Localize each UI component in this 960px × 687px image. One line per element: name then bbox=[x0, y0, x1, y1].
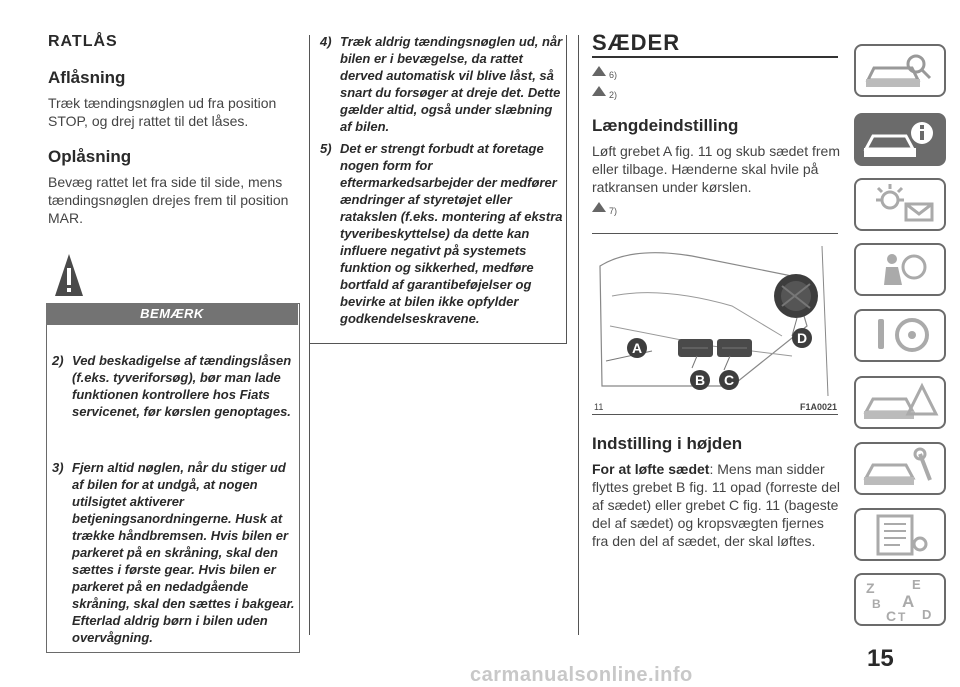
label-c-marker bbox=[719, 370, 739, 390]
subheading-laengdeindstilling: Længdeindstilling bbox=[592, 116, 739, 135]
label-d-marker bbox=[792, 328, 812, 348]
data-list-icon bbox=[856, 510, 944, 559]
svg-text:Z: Z bbox=[866, 580, 875, 596]
car-search-icon bbox=[856, 46, 944, 95]
watermark-text: carmanualsonline.info bbox=[470, 664, 693, 686]
car-info-icon bbox=[856, 115, 944, 164]
svg-text:A: A bbox=[631, 340, 643, 356]
oplasning-text: Bevæg rattet let fra side til side, mens tændingsnøglen drejes frem til position MAR. bbox=[48, 174, 289, 226]
tab-airbag-person[interactable] bbox=[854, 243, 946, 296]
svg-text:C: C bbox=[723, 372, 735, 388]
tab-car-info[interactable] bbox=[854, 113, 946, 166]
hojde-text bbox=[592, 460, 842, 550]
tab-alphabet-index[interactable] bbox=[854, 573, 946, 626]
svg-text:E: E bbox=[912, 577, 921, 592]
heading-underline bbox=[592, 56, 838, 58]
warning-box-right-border bbox=[566, 35, 567, 343]
hojde-bold-lead: For at løfte sædet bbox=[592, 461, 710, 477]
car-warning-icon bbox=[856, 378, 944, 427]
figure-number: 11 bbox=[594, 402, 604, 412]
svg-text:D: D bbox=[922, 607, 932, 622]
warning-box-bottom-border bbox=[309, 343, 567, 344]
warning-small-icon bbox=[592, 66, 606, 76]
note-number: 2) bbox=[52, 353, 64, 368]
warning-small-icon bbox=[592, 202, 606, 212]
tab-car-service[interactable] bbox=[854, 442, 946, 495]
airbag-person-icon bbox=[856, 245, 944, 294]
column-divider bbox=[309, 35, 310, 635]
label-a-marker bbox=[627, 338, 647, 358]
note-number: 3) bbox=[52, 460, 64, 475]
tab-data-list[interactable] bbox=[854, 508, 946, 561]
page-number: 15 bbox=[867, 645, 894, 672]
note-number: 5) bbox=[320, 141, 332, 156]
note-4 bbox=[320, 33, 564, 135]
note-number: 4) bbox=[320, 34, 332, 49]
warning-header: BEMÆRK bbox=[46, 303, 298, 325]
ref-number: 6) bbox=[609, 70, 618, 80]
note-5 bbox=[320, 140, 564, 327]
note-text: Ved beskadigelse af tændingslåsen (f.eks. tyveriforsøg), bør man lade funktionen kontrollere hos Fiats servicenet, før kørslen genoptages. bbox=[72, 353, 292, 419]
subheading-hojde: Indstilling i højden bbox=[592, 434, 743, 453]
tab-warning-light[interactable] bbox=[854, 178, 946, 231]
ref-number: 7) bbox=[609, 206, 618, 216]
subheading-aflasning: Aflåsning bbox=[48, 68, 126, 87]
note-text: Træk aldrig tændingsnøglen ud, når bilen er i bevægelse, da rattet derved automatisk vil blive låst, så snart du forsøger at dreje det. Dette gælder altid, også under slæbning af bilen. bbox=[340, 34, 563, 134]
ref-number: 2) bbox=[609, 90, 618, 100]
figure-bottom-rule bbox=[592, 414, 838, 415]
tab-car-search[interactable] bbox=[854, 44, 946, 97]
note-2 bbox=[52, 352, 296, 420]
svg-text:B: B bbox=[872, 597, 881, 611]
warning-triangle-icon bbox=[54, 252, 84, 298]
note-text: Det er strengt forbudt at foretage nogen form for eftermarkedsarbejder der medfører ændringer af styretøjet eller ratakslen (f.eks. montering af ekstra tyveribeskyttelse) da dette kan influere negativt på systemets funktion og sikkerhed, medføre bortfald af garantibeføjelser og bevirke at bilen ikke opfylder godkendelseskravene. bbox=[340, 141, 563, 326]
key-wheel-icon bbox=[856, 311, 944, 360]
warning-light-icon bbox=[856, 180, 944, 229]
laengde-text: Løft grebet A fig. 11 og skub sædet frem eller tilbage. Hænderne skal hvile på ratkransen under kørslen. bbox=[592, 143, 840, 195]
figure-top-rule bbox=[592, 233, 838, 234]
svg-text:A: A bbox=[902, 592, 915, 611]
alphabet-index-icon bbox=[856, 575, 944, 624]
section-heading-saeder: SÆDER bbox=[592, 30, 681, 55]
note-3 bbox=[52, 459, 296, 646]
subheading-oplasning: Oplåsning bbox=[48, 147, 132, 166]
tab-key-wheel[interactable] bbox=[854, 309, 946, 362]
label-b-marker bbox=[690, 370, 710, 390]
hojde-body: : Mens man sidder flyttes grebet B fig. 11 opad (forreste del af sædet) eller grebet C fig. 11 (bageste del af sædet) og kropsvægten fjernes fra den del af sædet, der skal løftes. bbox=[592, 461, 840, 549]
column-divider bbox=[578, 35, 579, 635]
aflasning-text: Træk tændingsnøglen ud fra position STOP, og drej rattet til det låses. bbox=[48, 95, 277, 129]
car-service-icon bbox=[856, 444, 944, 493]
tab-car-warning[interactable] bbox=[854, 376, 946, 429]
svg-text:C: C bbox=[886, 608, 897, 624]
svg-text:B: B bbox=[694, 372, 706, 388]
seat-adjustment-figure bbox=[592, 236, 838, 396]
svg-text:T: T bbox=[898, 610, 906, 624]
svg-text:D: D bbox=[796, 330, 808, 346]
figure-code: F1A0021 bbox=[800, 402, 838, 412]
warning-small-icon bbox=[592, 86, 606, 96]
note-text: Fjern altid nøglen, når du stiger ud af bilen for at undgå, at nogen utilsigtet aktiverer betjeningsanordningerne. Husk at trække håndbremsen. Hvis bilen er parkeret på en skråning, skal den sættes i første gear. Hvis bilen er parkeret på en nedadgående skråning, skal den sættes i bakgear. Efterlad aldrig børn i bilen uden overvågning. bbox=[72, 460, 295, 645]
section-heading-ratlas: RATLÅS bbox=[48, 33, 118, 50]
